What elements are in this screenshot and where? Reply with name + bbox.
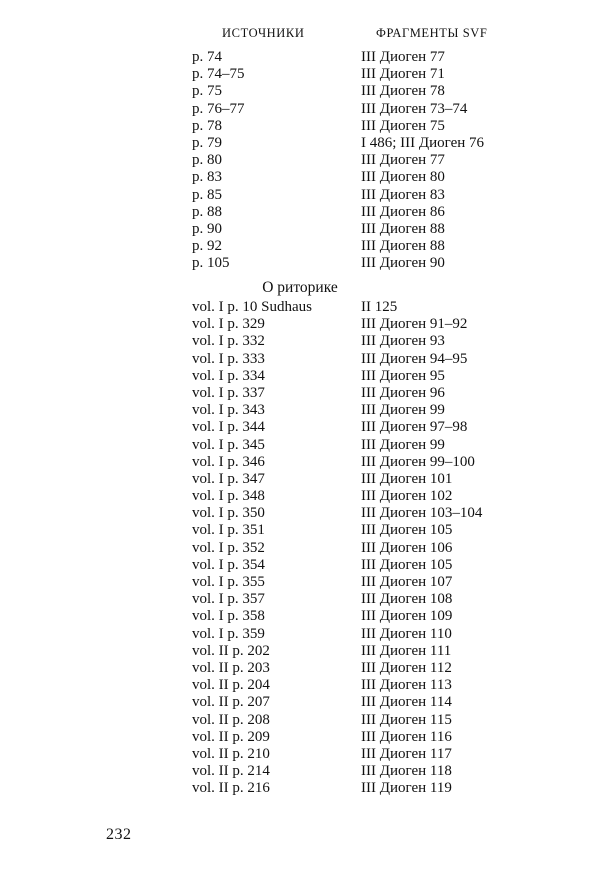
table-row	[0, 608, 600, 625]
fragment-cell: III Диоген 78	[361, 83, 445, 100]
table-header	[0, 26, 600, 46]
section-title: О риторике	[262, 279, 338, 296]
fragment-cell: III Диоген 83	[361, 186, 445, 203]
page-number: 232	[106, 826, 132, 843]
source-cell: vol. II p. 208	[192, 711, 270, 728]
fragment-cell: III Диоген 111	[361, 642, 452, 659]
source-cell: vol. I p. 10 Sudhaus	[192, 299, 312, 315]
fragment-cell: III Диоген 71	[361, 66, 445, 83]
source-cell: vol. I p. 343	[192, 402, 265, 419]
table-row	[0, 118, 600, 135]
table-row	[0, 677, 600, 694]
table-row	[0, 333, 600, 350]
table-row	[0, 505, 600, 522]
fragment-cell: III Диоген 110	[361, 625, 452, 642]
table-row	[0, 557, 600, 574]
table-row	[0, 660, 600, 677]
table-row	[0, 643, 600, 660]
table-row	[0, 316, 600, 333]
fragment-cell: III Диоген 107	[361, 574, 453, 590]
table-row	[0, 746, 600, 763]
table-row	[0, 204, 600, 221]
fragment-cell: III Диоген 99	[361, 402, 445, 419]
fragment-cell: III Диоген 77	[361, 152, 445, 169]
source-cell: vol. I p. 347	[192, 470, 265, 487]
fragment-cell: III Диоген 103–104	[361, 505, 483, 522]
fragment-cell: III Диоген 116	[361, 728, 452, 745]
source-cell: vol. I p. 358	[192, 608, 265, 625]
source-cell: vol. I p. 334	[192, 367, 265, 384]
table-row	[0, 419, 600, 436]
fragment-cell: III Диоген 90	[361, 255, 445, 272]
source-cell: p. 74–75	[192, 66, 245, 83]
table-row	[0, 385, 600, 402]
source-cell: p. 90	[192, 220, 222, 237]
table-row	[0, 763, 600, 780]
table-row	[0, 488, 600, 505]
source-cell: vol. I p. 344	[192, 419, 265, 436]
source-cell: vol. II p. 204	[192, 677, 270, 694]
table-row	[0, 299, 600, 316]
table-row	[0, 574, 600, 591]
source-cell: p. 75	[192, 83, 222, 100]
fragment-cell: III Диоген 93	[361, 333, 445, 350]
fragment-cell: II 125	[361, 299, 398, 315]
fragment-cell: III Диоген 94–95	[361, 350, 468, 367]
source-cell: vol. II p. 202	[192, 642, 270, 659]
fragment-cell: III Диоген 75	[361, 117, 445, 134]
source-cell: vol. I p. 352	[192, 539, 265, 556]
source-cell: p. 74	[192, 49, 222, 65]
fragment-cell: III Диоген 73–74	[361, 100, 468, 117]
table-row	[0, 694, 600, 711]
fragment-cell: III Диоген 99–100	[361, 453, 475, 470]
source-cell: vol. I p. 357	[192, 591, 265, 608]
fragment-cell: III Диоген 114	[361, 694, 452, 711]
table-row	[0, 402, 600, 419]
source-cell: p. 92	[192, 238, 222, 255]
fragment-cell: III Диоген 106	[361, 539, 453, 556]
table-row	[0, 712, 600, 729]
fragment-cell: III Диоген 77	[361, 49, 445, 65]
header-fragments: ФРАГМЕНТЫ SVF	[376, 26, 488, 40]
fragment-cell: III Диоген 95	[361, 367, 445, 384]
source-cell: vol. II p. 209	[192, 728, 270, 745]
fragment-cell: III Диоген 88	[361, 220, 445, 237]
fragment-cell: III Диоген 105	[361, 522, 453, 539]
source-cell: vol. II p. 203	[192, 659, 270, 676]
table-row	[0, 238, 600, 255]
header-sources: ИСТОЧНИКИ	[222, 26, 305, 40]
table-row	[0, 152, 600, 169]
source-cell: vol. I p. 350	[192, 505, 265, 522]
source-cell: vol. II p. 214	[192, 763, 270, 780]
source-cell: vol. II p. 216	[192, 780, 270, 797]
fragment-cell: III Диоген 108	[361, 591, 453, 608]
fragment-cell: III Диоген 105	[361, 556, 453, 573]
table-row	[0, 780, 600, 797]
source-cell: vol. I p. 359	[192, 625, 265, 642]
table-row	[0, 187, 600, 204]
fragment-cell: III Диоген 99	[361, 436, 445, 453]
table-row	[0, 540, 600, 557]
source-cell: p. 78	[192, 117, 222, 134]
fragment-cell: III Диоген 118	[361, 763, 452, 780]
source-cell: p. 88	[192, 203, 222, 220]
table-row	[0, 522, 600, 539]
table-row	[0, 83, 600, 100]
fragment-cell: III Диоген 86	[361, 203, 445, 220]
source-cell: vol. I p. 348	[192, 488, 265, 505]
fragment-cell: III Диоген 109	[361, 608, 453, 625]
table-row	[0, 221, 600, 238]
table-row	[0, 626, 600, 643]
table-row	[0, 729, 600, 746]
fragment-cell: III Диоген 88	[361, 238, 445, 255]
table-row	[0, 135, 600, 152]
source-cell: vol. I p. 345	[192, 436, 265, 453]
table-row	[0, 351, 600, 368]
fragment-cell: III Диоген 112	[361, 659, 452, 676]
source-cell: vol. II p. 207	[192, 694, 270, 711]
fragment-cell: III Диоген 80	[361, 169, 445, 186]
fragment-cell: I 486; III Диоген 76	[361, 134, 485, 151]
table-row	[0, 368, 600, 385]
table-row	[0, 454, 600, 471]
fragment-cell: III Диоген 97–98	[361, 419, 468, 436]
source-cell: p. 83	[192, 169, 222, 186]
source-cell: vol. I p. 329	[192, 316, 265, 333]
table-row	[0, 101, 600, 118]
table-row	[0, 49, 600, 66]
source-cell: vol. II p. 210	[192, 745, 270, 762]
table-row	[0, 66, 600, 83]
source-cell: p. 80	[192, 152, 222, 169]
source-cell: vol. I p. 332	[192, 333, 265, 350]
source-cell: p. 105	[192, 255, 230, 272]
fragment-cell: III Диоген 102	[361, 488, 453, 505]
table-row	[0, 255, 600, 272]
source-cell: p. 76–77	[192, 100, 245, 117]
table-row	[0, 437, 600, 454]
source-cell: vol. I p. 333	[192, 350, 265, 367]
fragment-cell: III Диоген 115	[361, 711, 452, 728]
source-cell: vol. I p. 354	[192, 556, 265, 573]
table-row	[0, 169, 600, 186]
table-row	[0, 471, 600, 488]
table-row	[0, 591, 600, 608]
fragment-cell: III Диоген 113	[361, 677, 452, 694]
table-group-2	[0, 299, 600, 797]
source-cell: p. 79	[192, 134, 222, 151]
fragment-cell: III Диоген 117	[361, 745, 452, 762]
fragment-cell: III Диоген 119	[361, 780, 452, 797]
fragment-cell: III Диоген 91–92	[361, 316, 468, 333]
source-cell: vol. I p. 337	[192, 384, 265, 401]
source-cell: vol. I p. 355	[192, 574, 265, 590]
source-cell: vol. I p. 351	[192, 522, 265, 539]
fragment-cell: III Диоген 101	[361, 470, 453, 487]
source-cell: vol. I p. 346	[192, 453, 265, 470]
fragment-cell: III Диоген 96	[361, 384, 445, 401]
table-group-1	[0, 49, 600, 272]
source-cell: p. 85	[192, 186, 222, 203]
